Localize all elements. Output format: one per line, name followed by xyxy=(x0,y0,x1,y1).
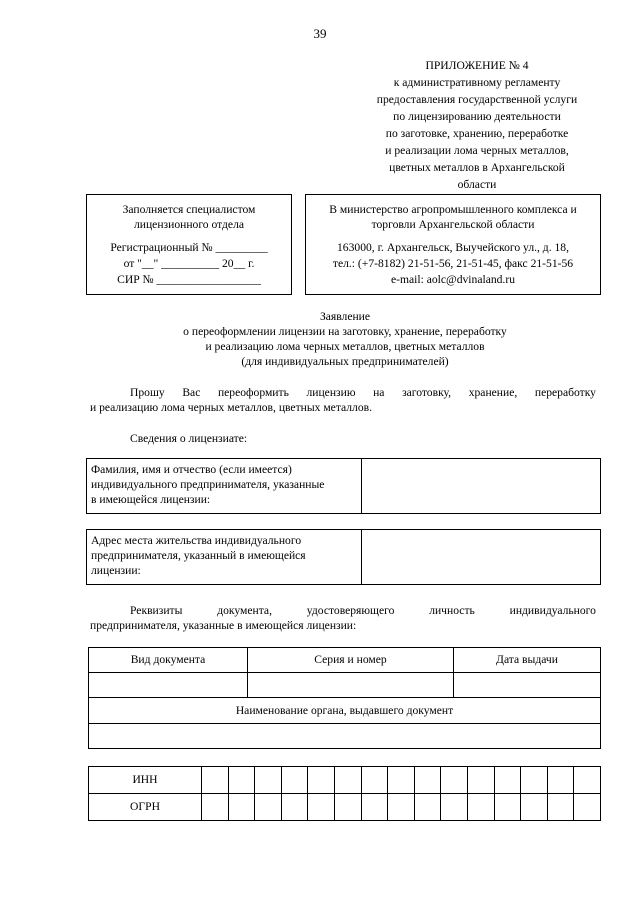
doc-date-header: Дата выдачи xyxy=(454,648,601,673)
ogrn-digit-cell[interactable] xyxy=(388,794,415,821)
ogrn-digit-cell[interactable] xyxy=(255,794,282,821)
inn-digit-cell[interactable] xyxy=(467,767,494,794)
inn-digit-cell[interactable] xyxy=(414,767,441,794)
specialist-box xyxy=(86,194,292,295)
title-line1: Заявление xyxy=(319,310,371,323)
fio-label-line: индивидуального предпринимателя, указанные xyxy=(91,478,325,491)
registration-date-field[interactable]: от "__" __________ 20__ г. xyxy=(123,257,255,270)
address-input[interactable] xyxy=(362,530,601,585)
word: Реквизиты xyxy=(130,604,183,617)
ogrn-digit-cell[interactable] xyxy=(414,794,441,821)
inn-label: ИНН xyxy=(89,767,202,794)
inn-digit-cell[interactable] xyxy=(494,767,521,794)
fio-input[interactable] xyxy=(362,459,601,514)
appendix-line: и реализации лома черных металлов, xyxy=(385,144,569,157)
inn-digit-cell[interactable] xyxy=(361,767,388,794)
word: Вас xyxy=(182,386,201,399)
address-table xyxy=(86,529,601,585)
page-number: 39 xyxy=(313,26,327,41)
document-table xyxy=(88,647,601,749)
doc-type-header: Вид документа xyxy=(89,648,248,673)
doc-date-input[interactable] xyxy=(454,673,601,698)
ministry-email: e-mail: aolc@dvinaland.ru xyxy=(391,273,515,286)
ogrn-digit-cell[interactable] xyxy=(521,794,548,821)
sir-number-field[interactable]: СИР № __________________ xyxy=(117,273,261,286)
ministry-address: 163000, г. Архангельск, Выучейского ул., д. 18, xyxy=(337,241,569,254)
ogrn-digit-cell[interactable] xyxy=(467,794,494,821)
fio-label-line: в имеющейся лицензии: xyxy=(91,493,211,506)
title-line2: о переоформлении лицензии на заготовку, хранение, переработку xyxy=(183,325,507,338)
address-label-line: лицензии: xyxy=(91,564,141,577)
specialist-box-line1: Заполняется специалистом xyxy=(122,203,256,216)
ogrn-digit-cell[interactable] xyxy=(308,794,335,821)
inn-digit-cell[interactable] xyxy=(228,767,255,794)
ogrn-digit-cell[interactable] xyxy=(202,794,229,821)
word: личность xyxy=(429,604,475,617)
inn-digit-cell[interactable] xyxy=(521,767,548,794)
word: удостоверяющего xyxy=(306,604,395,617)
inn-digit-cell[interactable] xyxy=(334,767,361,794)
issuer-header: Наименование органа, выдавшего документ xyxy=(89,698,601,724)
appendix-line: ПРИЛОЖЕНИЕ № 4 xyxy=(425,59,529,72)
inn-digit-cell[interactable] xyxy=(308,767,335,794)
ogrn-digit-cell[interactable] xyxy=(494,794,521,821)
appendix-line: по лицензированию деятельности xyxy=(393,110,561,123)
ogrn-digit-cell[interactable] xyxy=(441,794,468,821)
word: переработку xyxy=(534,386,596,399)
doc-series-header: Серия и номер xyxy=(248,648,454,673)
ogrn-digit-cell[interactable] xyxy=(334,794,361,821)
issuer-input[interactable] xyxy=(89,724,601,749)
word: на xyxy=(373,386,385,399)
codes-table xyxy=(88,766,601,821)
ogrn-digit-cell[interactable] xyxy=(228,794,255,821)
document-title xyxy=(0,309,640,369)
request-line1 xyxy=(90,385,596,400)
inn-digit-cell[interactable] xyxy=(388,767,415,794)
word: хранение, xyxy=(468,386,518,399)
address-label-cell xyxy=(87,530,362,585)
doc-type-input[interactable] xyxy=(89,673,248,698)
inn-digit-cell[interactable] xyxy=(255,767,282,794)
word: заготовку, xyxy=(402,386,452,399)
ministry-phones: тел.: (+7-8182) 21-51-56, 21-51-45, факс 21-51-56 xyxy=(332,257,574,270)
requisites-line2: предпринимателя, указанные в имеющейся лицензии: xyxy=(90,619,357,633)
ministry-box xyxy=(305,194,601,295)
word: документа, xyxy=(217,604,272,617)
title-line3: и реализацию лома черных металлов, цветных металлов xyxy=(205,340,485,353)
licensee-info-label: Сведения о лицензиате: xyxy=(130,432,248,445)
appendix-header xyxy=(352,57,602,193)
ministry-line2: торговли Архангельской области xyxy=(371,218,535,231)
word: индивидуального xyxy=(509,604,596,617)
ministry-line1: В министерство агропромышленного комплекса и xyxy=(329,203,577,216)
ogrn-label: ОГРН xyxy=(89,794,202,821)
appendix-line: предоставления государственной услуги xyxy=(376,93,578,106)
address-label-line: предпринимателя, указанный в имеющейся xyxy=(91,549,306,562)
request-line2: и реализацию лома черных металлов, цветных металлов. xyxy=(90,401,373,415)
ogrn-digit-cell[interactable] xyxy=(547,794,574,821)
title-line4: (для индивидуальных предпринимателей) xyxy=(241,355,449,368)
fio-table xyxy=(86,458,601,514)
fio-label-line: Фамилия, имя и отчество (если имеется) xyxy=(91,463,292,476)
inn-digit-cell[interactable] xyxy=(281,767,308,794)
inn-digit-cell[interactable] xyxy=(547,767,574,794)
word: Прошу xyxy=(130,386,165,399)
registration-number-field[interactable]: Регистрационный № _________ xyxy=(110,241,268,254)
appendix-line: области xyxy=(457,178,497,191)
doc-series-input[interactable] xyxy=(248,673,454,698)
inn-digit-cell[interactable] xyxy=(441,767,468,794)
ogrn-digit-cell[interactable] xyxy=(361,794,388,821)
fio-label-cell xyxy=(87,459,362,514)
word: лицензию xyxy=(306,386,356,399)
document-requisites-paragraph xyxy=(90,603,596,633)
specialist-box-line2: лицензионного отдела xyxy=(133,218,245,231)
requisites-line1 xyxy=(90,603,596,618)
appendix-line: цветных металлов в Архангельской xyxy=(389,161,565,174)
address-label-line: Адрес места жительства индивидуального xyxy=(91,534,302,547)
inn-digit-cell[interactable] xyxy=(574,767,601,794)
ogrn-digit-cell[interactable] xyxy=(281,794,308,821)
appendix-line: к административному регламенту xyxy=(393,76,561,89)
inn-digit-cell[interactable] xyxy=(202,767,229,794)
appendix-line: по заготовке, хранению, переработке xyxy=(385,127,569,140)
ogrn-digit-cell[interactable] xyxy=(574,794,601,821)
request-paragraph xyxy=(90,385,596,415)
word: переоформить xyxy=(217,386,289,399)
